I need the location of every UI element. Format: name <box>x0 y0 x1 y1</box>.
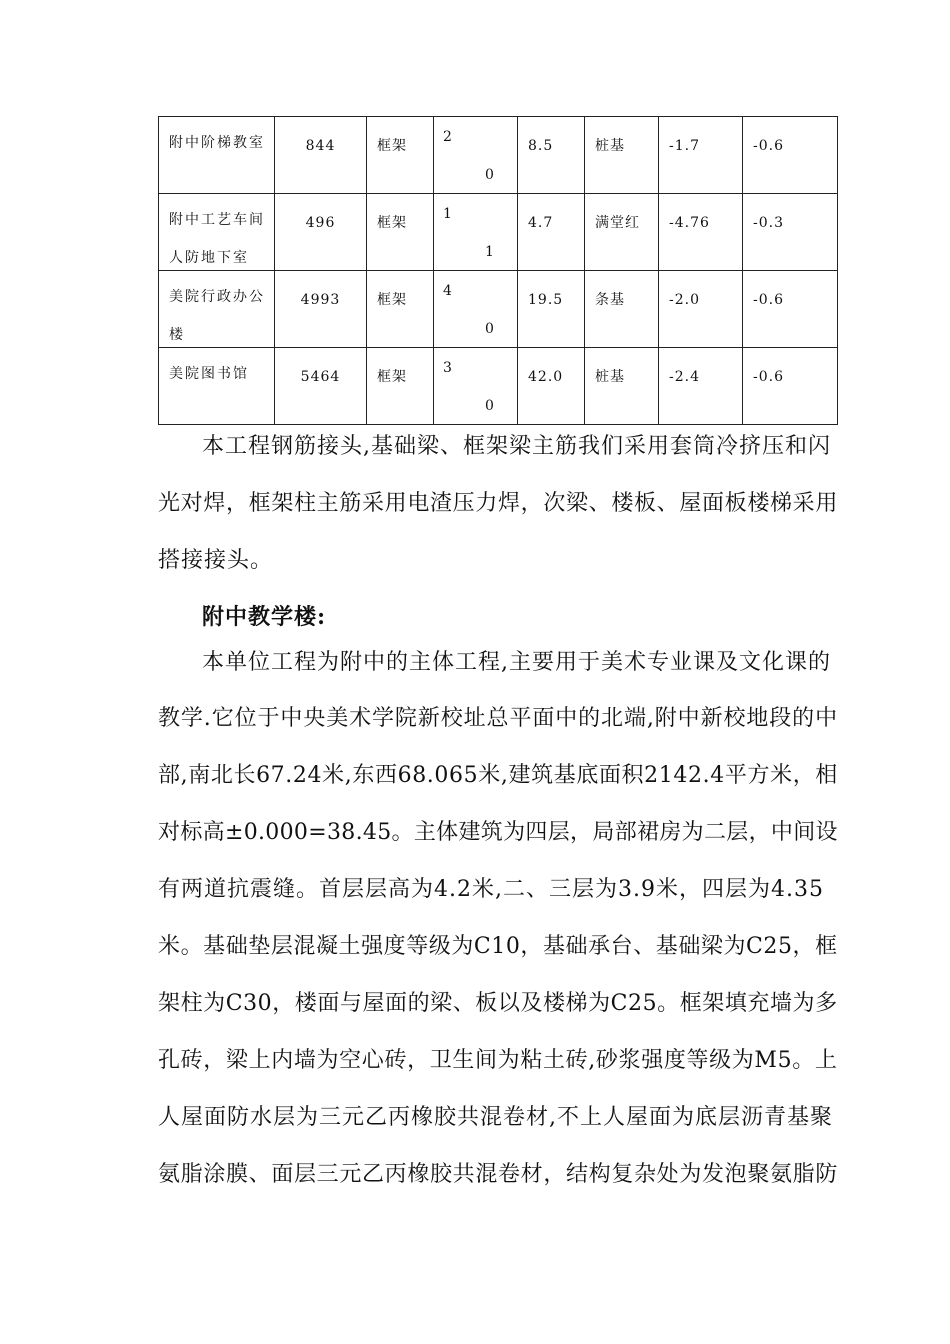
building-name: 美院行政办公楼 <box>169 289 265 343</box>
foundation-type: 满堂红 <box>595 215 640 231</box>
building-height: 4.7 <box>528 215 554 231</box>
building-name: 附中工艺车间人防地下室 <box>169 212 265 266</box>
foundation-type: 桩基 <box>595 369 625 385</box>
building-area: 5464 <box>300 369 341 385</box>
paragraph-2-line: 有两道抗震缝。首层层高为4.2米,二、三层为3.9米，四层为4.35 <box>158 877 824 902</box>
floors-below: 0 <box>485 167 494 183</box>
building-height: 42.0 <box>528 369 564 385</box>
floors-below: 1 <box>485 244 494 260</box>
elevation-top: -0.6 <box>753 138 784 154</box>
elevation-bottom: -2.4 <box>669 369 700 385</box>
paragraph-2-line: 教学.它位于中央美术学院新校址总平面中的北端,附中新校地段的中 <box>158 706 838 731</box>
structure-type: 框架 <box>377 138 407 154</box>
paragraph-1-line: 本工程钢筋接头,基础梁、框架梁主筋我们采用套筒冷挤压和闪 <box>202 434 831 459</box>
floors-above: 2 <box>443 129 452 145</box>
elevation-bottom: -2.0 <box>669 292 700 308</box>
elevation-bottom: -1.7 <box>669 138 700 154</box>
paragraph-1-line: 光对焊，框架柱主筋采用电渣压力焊，次梁、楼板、屋面板楼梯采用 <box>158 491 839 516</box>
building-height: 8.5 <box>528 138 554 154</box>
paragraph-2-line: 本单位工程为附中的主体工程,主要用于美术专业课及文化课的 <box>202 650 831 675</box>
paragraph-2-line: 米。基础垫层混凝土强度等级为C10，基础承台、基础梁为C25，框 <box>158 934 838 959</box>
building-height: 19.5 <box>528 292 564 308</box>
structure-type: 框架 <box>377 215 407 231</box>
paragraph-2-line: 部,南北长67.24米,东西68.065米,建筑基底面积2142.4平方米，相 <box>158 763 838 788</box>
elevation-top: -0.6 <box>753 369 784 385</box>
floors-above: 1 <box>443 206 452 222</box>
elevation-top: -0.6 <box>753 292 784 308</box>
building-name: 附中阶梯教室 <box>169 135 265 151</box>
table-row <box>159 194 838 271</box>
paragraph-2-line: 对标高±0.000=38.45。主体建筑为四层，局部裙房为二层，中间设 <box>158 820 838 845</box>
building-area: 4993 <box>300 292 341 308</box>
building-area: 844 <box>305 138 336 154</box>
foundation-type: 条基 <box>595 292 625 308</box>
floors-above: 4 <box>443 283 452 299</box>
structure-type: 框架 <box>377 292 407 308</box>
floors-below: 0 <box>485 321 494 337</box>
paragraph-2-line: 氨脂涂膜、面层三元乙丙橡胶共混卷材，结构复杂处为发泡聚氨脂防 <box>158 1162 839 1187</box>
paragraph-2-line: 孔砖，梁上内墙为空心砖，卫生间为粘土砖,砂浆强度等级为M5。上 <box>158 1048 838 1073</box>
table-row <box>159 348 838 425</box>
building-name: 美院图书馆 <box>169 366 249 382</box>
building-table <box>158 116 838 425</box>
table-row <box>159 271 838 348</box>
structure-type: 框架 <box>377 369 407 385</box>
paragraph-2-line: 人屋面防水层为三元乙丙橡胶共混卷材,不上人屋面为底层沥青基聚 <box>158 1105 833 1130</box>
elevation-top: -0.3 <box>753 215 784 231</box>
elevation-bottom: -4.76 <box>669 215 710 231</box>
floors-above: 3 <box>443 360 452 376</box>
building-area: 496 <box>305 215 336 231</box>
paragraph-2-line: 架柱为C30，楼面与屋面的梁、板以及楼梯为C25。框架填充墙为多 <box>158 991 838 1016</box>
section-heading: 附中教学楼: <box>202 604 327 630</box>
foundation-type: 桩基 <box>595 138 625 154</box>
table-row <box>159 117 838 194</box>
floors-below: 0 <box>485 398 494 414</box>
paragraph-1-line: 搭接接头。 <box>158 548 274 573</box>
